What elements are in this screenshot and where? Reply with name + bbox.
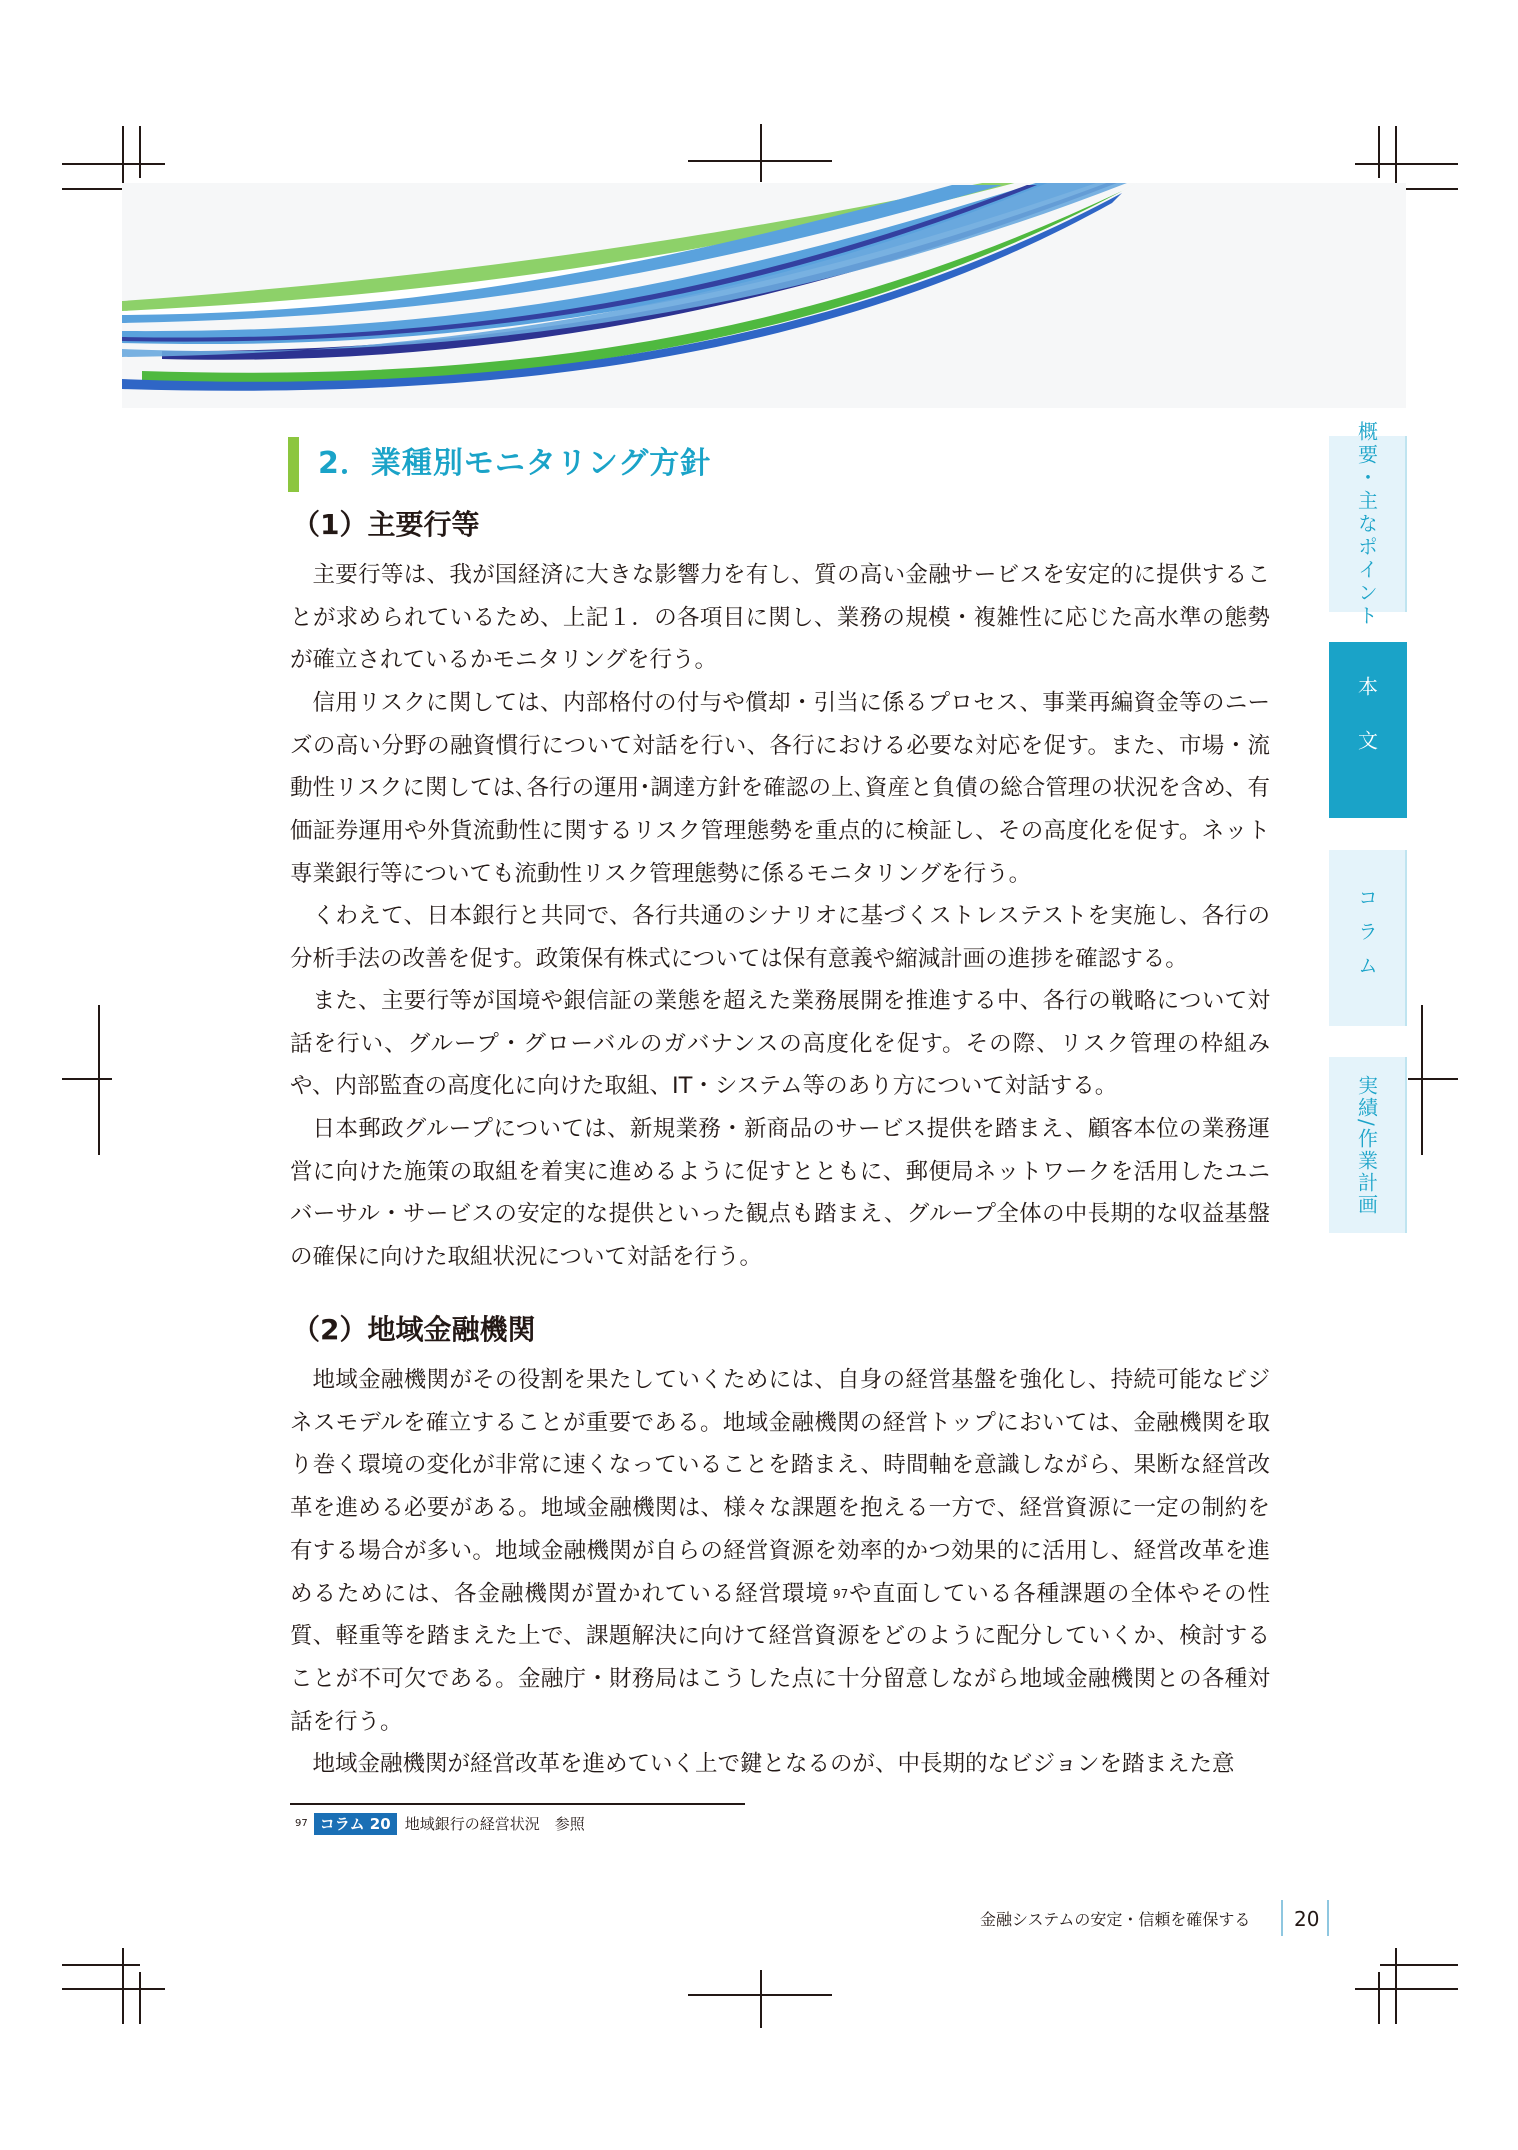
subsection-title-major-banks: （1）主要行等 bbox=[292, 508, 480, 541]
subsection-title-regional-banks: （2）地域金融機関 bbox=[292, 1313, 536, 1346]
paragraph: 信用リスクに関しては、内部格付の付与や償却・引当に係るプロセス、事業再編資金等のニーズの高い分野の融資慣行について対話を行い、各行における必要な対応を促す。また、市場・流動性リスクに関しては､各行の運用･調達方針を確認の上､資産と負債の総合管理の状況を含め、有価証券運用や外貨流動性に関するリスク管理態勢を重点的に検証し、その高度化を促す。ネット専業銀行等についても流動性リスク管理態勢に係るモニタリングを行う。 bbox=[290, 690, 1270, 887]
side-tab-results-plan[interactable] bbox=[1329, 1057, 1407, 1233]
paragraph-text-before-ref: 地域金融機関がその役割を果たしていくためには、自身の経営基盤を強化し、持続可能なビジネスモデルを確立することが重要である。地域金融機関の経営トップにおいては、金融機関を取り巻く環境の変化が非常に速くなっていることを踏まえ、時間軸を意識しながら、果断な経営改革を進める必要がある。地域金融機関は、様々な課題を抱える一方で、経営資源に一定の制約を有する場合が多い。地域金融機関が自らの経営資源を効率的かつ効果的に活用し、経営改革を進めるためには、各金融機関が置かれている経営環境 bbox=[290, 1367, 1270, 1607]
paragraph-text-after-ref: や直面している各種課題の全体やその性質、軽重等を踏まえた上で、課題解決に向けて経営資源をどのように配分していくか、検討することが不可欠である。金融庁・財務局はこうした点に十分留意しながら地域金融機関との各種対話を行う。 bbox=[290, 1580, 1270, 1735]
paragraph: 日本郵政グループについては、新規業務・新商品のサービス提供を踏まえ、顧客本位の業務運営に向けた施策の取組を着実に進めるように促すとともに、郵便局ネットワークを活用したユニバーサル・サービスの安定的な提供といった観点も踏まえ、グループ全体の中長期的な収益基盤の確保に向けた取組状況について対話を行う。 bbox=[290, 1116, 1270, 1271]
footnote-number: 97 bbox=[295, 1818, 308, 1829]
footer-divider bbox=[1281, 1900, 1283, 1936]
paragraph: くわえて、日本銀行と共同で、各行共通のシナリオに基づくストレステストを実施し、各行の分析手法の改善を促す。政策保有株式については保有意義や縮減計画の進捗を確認する。 bbox=[290, 903, 1270, 972]
paragraph: 地域金融機関が経営改革を進めていく上で鍵となるのが、中長期的なビジョンを踏まえた意 bbox=[312, 1751, 1235, 1777]
footer-divider bbox=[1327, 1900, 1329, 1936]
footer-title: 金融システムの安定・信頼を確保する bbox=[980, 1910, 1251, 1929]
side-tab-label: コラム bbox=[1354, 887, 1379, 989]
footnote-reference[interactable]: 97 bbox=[832, 1586, 849, 1601]
side-tab-label: 概要・主なポイント bbox=[1354, 420, 1379, 628]
side-tab-label: 本文 bbox=[1354, 676, 1379, 784]
side-tab-column[interactable] bbox=[1329, 850, 1407, 1026]
paragraph bbox=[290, 1359, 1270, 1743]
header-ribbon-graphic bbox=[122, 183, 1406, 408]
side-tab-overview[interactable] bbox=[1329, 420, 1407, 628]
footnote-text: 地域銀行の経営状況 参照 bbox=[404, 1815, 585, 1833]
section-heading-bar bbox=[288, 437, 299, 492]
section-title: 2．業種別モニタリング方針 bbox=[318, 446, 712, 481]
footnote bbox=[295, 1812, 585, 1836]
footnote-rule bbox=[290, 1803, 745, 1805]
side-tab-label: 実績/作業計画 bbox=[1354, 1074, 1379, 1216]
side-tab-main-text[interactable] bbox=[1329, 642, 1407, 818]
paragraph: また、主要行等が国境や銀信証の業態を超えた業務展開を推進する中、各行の戦略について対話を行い、グループ・グローバルのガバナンスの高度化を促す。その際、リスク管理の枠組みや、内部監査の高度化に向けた取組、IT・システム等のあり方について対話する。 bbox=[290, 988, 1270, 1100]
column-badge[interactable]: コラム 20 bbox=[314, 1813, 397, 1835]
page-number: 20 bbox=[1294, 1907, 1320, 1931]
paragraph: 主要行等は、我が国経済に大きな影響力を有し、質の高い金融サービスを安定的に提供することが求められているため、上記１．の各項目に関し、業務の規模・複雑性に応じた高水準の態勢が確立されているかモニタリングを行う。 bbox=[290, 562, 1270, 674]
